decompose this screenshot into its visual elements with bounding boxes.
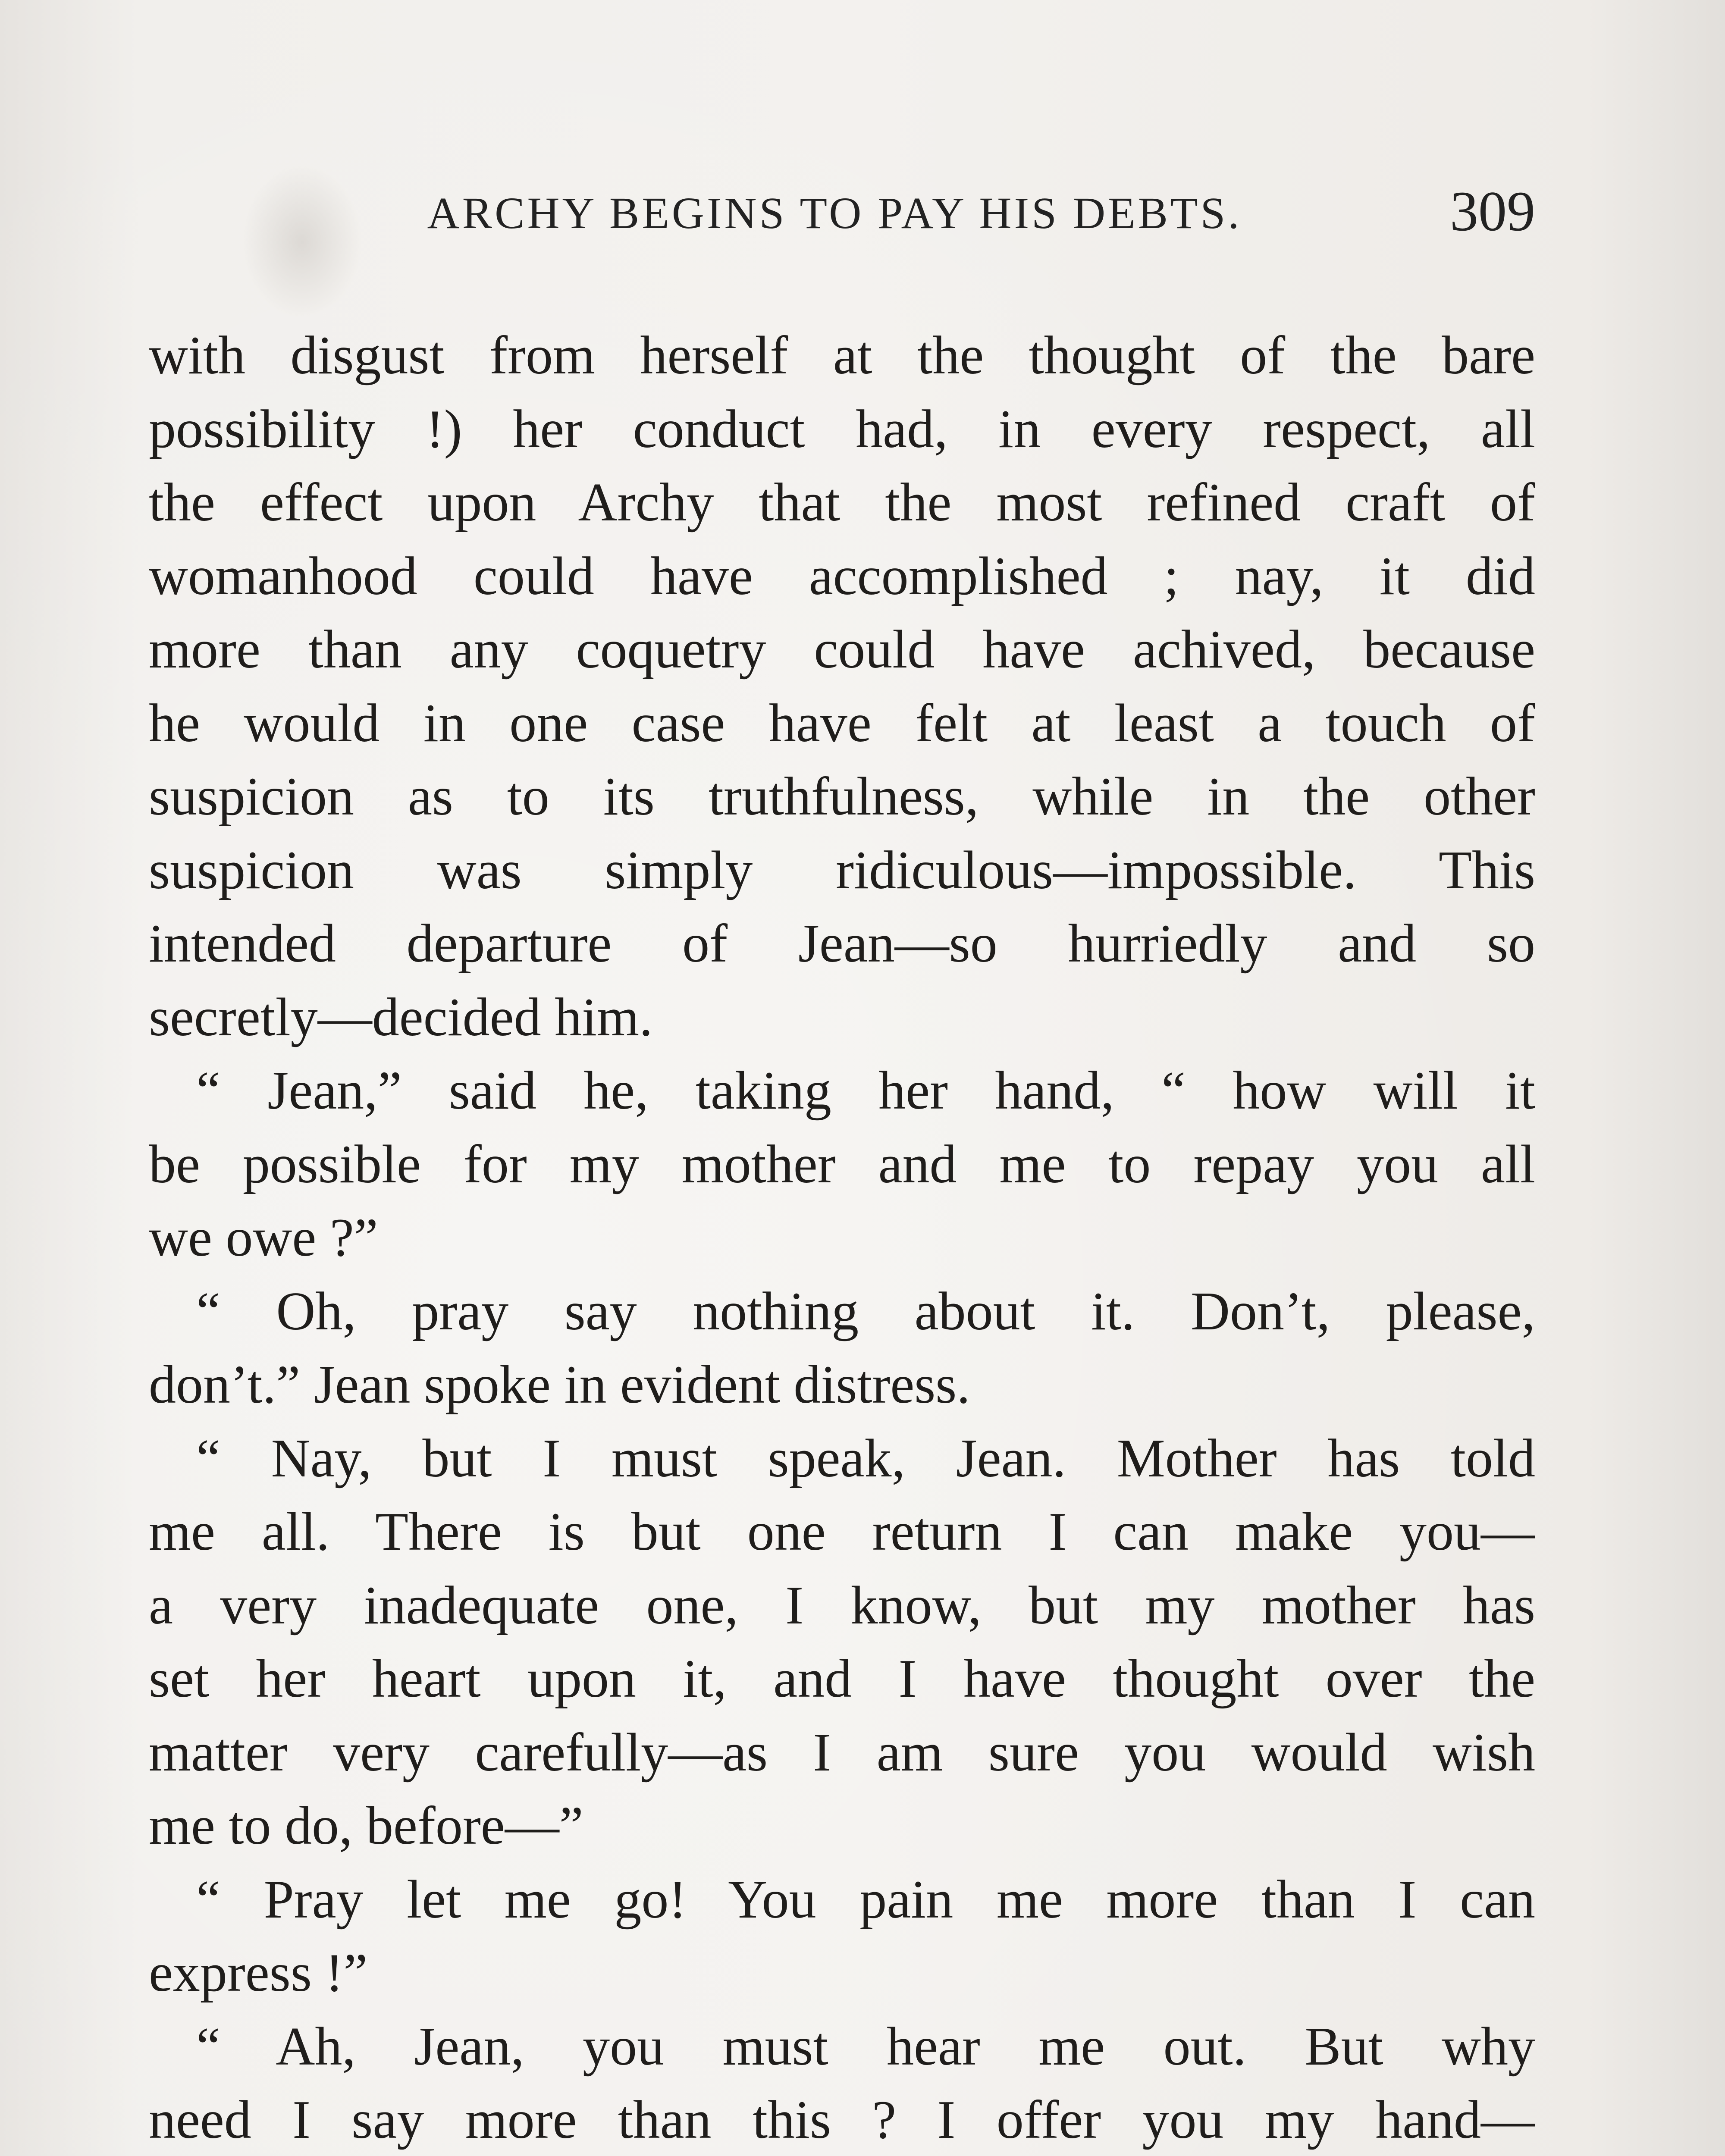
text-line: “ Jean,” said he, taking her hand, “ how will it: [196, 1061, 1535, 1121]
text-line: the effect upon Archy that the most refined craft of: [149, 473, 1535, 533]
text-line: womanhood could have accomplished ; nay, it did: [149, 546, 1535, 606]
text-line: “ Nay, but I must speak, Jean. Mother has told: [196, 1428, 1535, 1489]
body-text: [149, 319, 1535, 2156]
text-line: more than any coquetry could have achived, because: [149, 620, 1535, 680]
running-header: ARCHY BEGINS TO PAY HIS DEBTS.: [427, 188, 1242, 238]
page-number: 309: [1450, 179, 1535, 243]
text-line: set her heart upon it, and I have thought over the: [149, 1649, 1535, 1709]
text-line: “ Oh, pray say nothing about it. Don’t, please,: [196, 1281, 1535, 1341]
text-line: secretly—decided him.: [149, 987, 653, 1047]
text-line: “ Ah, Jean, you must hear me out. But why: [196, 2016, 1535, 2077]
text-line: with disgust from herself at the thought of the bare: [149, 326, 1535, 385]
text-line: he would in one case have felt at least a touch of: [149, 693, 1535, 753]
text-line: be possible for my mother and me to repay you all: [149, 1134, 1535, 1194]
text-line: suspicion as to its truthfulness, while in the other: [149, 767, 1535, 827]
text-line: me to do, before—”: [149, 1796, 583, 1856]
text-line: intended departure of Jean—so hurriedly and so: [149, 914, 1535, 974]
text-line: we owe ?”: [149, 1208, 378, 1268]
text-line: suspicion was simply ridiculous—impossible. This: [149, 840, 1535, 900]
text-line: possibility !) her conduct had, in every respect, all: [149, 399, 1535, 459]
text-line: express !”: [149, 1943, 368, 2003]
text-line: “ Pray let me go! You pain me more than I can: [196, 1869, 1535, 1930]
text-line: don’t.” Jean spoke in evident distress.: [149, 1355, 970, 1415]
text-line: need I say more than this ? I offer you my hand—: [149, 2090, 1535, 2150]
text-line: me all. There is but one return I can make you—: [149, 1502, 1535, 1562]
text-line: a very inadequate one, I know, but my mother has: [149, 1575, 1535, 1636]
ink-bleed-through: [242, 164, 362, 319]
text-line: matter very carefully—as I am sure you would wish: [149, 1722, 1535, 1783]
